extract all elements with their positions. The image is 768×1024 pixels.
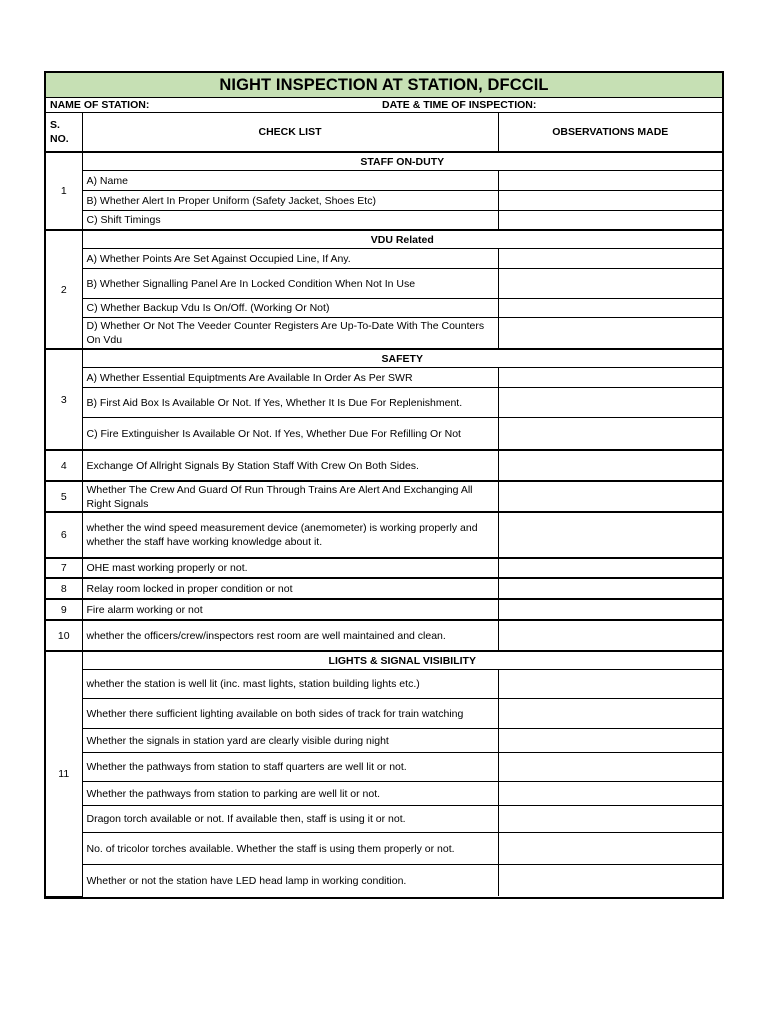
table-row bbox=[46, 865, 722, 897]
observation-cell[interactable] bbox=[498, 368, 722, 388]
checklist-item: D) Whether Or Not The Veeder Counter Registers Are Up-To-Date With The Counters On Vdu bbox=[82, 318, 498, 350]
observation-cell[interactable] bbox=[498, 450, 722, 481]
table-row bbox=[46, 651, 722, 670]
checklist-item: whether the wind speed measurement device (anemometer) is working properly and whether the staff have working knowledge about it. bbox=[82, 512, 498, 558]
checklist-item: No. of tricolor torches available. Whether the staff is using them properly or not. bbox=[82, 833, 498, 865]
observation-cell[interactable] bbox=[498, 481, 722, 512]
sheet-title: NIGHT INSPECTION AT STATION, DFCCIL bbox=[46, 73, 722, 98]
table-row bbox=[46, 349, 722, 368]
section-heading: VDU Related bbox=[82, 230, 722, 249]
checklist-item: Whether there sufficient lighting available on both sides of track for train watching bbox=[82, 699, 498, 729]
serial-number: 11 bbox=[46, 651, 82, 896]
table-row bbox=[46, 481, 722, 512]
checklist-item: whether the station is well lit (inc. mast lights, station building lights etc.) bbox=[82, 670, 498, 699]
serial-number: 8 bbox=[46, 578, 82, 599]
table-row bbox=[46, 211, 722, 231]
serial-number: 5 bbox=[46, 481, 82, 512]
observation-cell[interactable] bbox=[498, 833, 722, 865]
table-row bbox=[46, 729, 722, 753]
table-row bbox=[46, 753, 722, 782]
checklist-item: C) Whether Backup Vdu Is On/Off. (Working Or Not) bbox=[82, 299, 498, 318]
observation-cell[interactable] bbox=[498, 578, 722, 599]
observation-cell[interactable] bbox=[498, 753, 722, 782]
observation-cell[interactable] bbox=[498, 211, 722, 231]
observation-cell[interactable] bbox=[498, 171, 722, 191]
header-sno: S. NO. bbox=[46, 113, 82, 152]
table-row bbox=[46, 670, 722, 699]
observation-cell[interactable] bbox=[498, 318, 722, 350]
header-row bbox=[46, 113, 722, 152]
observation-cell[interactable] bbox=[498, 388, 722, 418]
observation-cell[interactable] bbox=[498, 558, 722, 578]
header-observations: OBSERVATIONS MADE bbox=[498, 113, 722, 152]
date-time-label: DATE & TIME OF INSPECTION: bbox=[382, 99, 537, 111]
observation-cell[interactable] bbox=[498, 269, 722, 299]
table-row bbox=[46, 782, 722, 806]
table-row bbox=[46, 578, 722, 599]
table-row bbox=[46, 171, 722, 191]
header-checklist: CHECK LIST bbox=[82, 113, 498, 152]
checklist-item: Dragon torch available or not. If available then, staff is using it or not. bbox=[82, 806, 498, 833]
table-row bbox=[46, 230, 722, 249]
checklist-item: Whether The Crew And Guard Of Run Through Trains Are Alert And Exchanging All Right Signals bbox=[82, 481, 498, 512]
table-row bbox=[46, 368, 722, 388]
checklist-item: A) Whether Essential Equiptments Are Available In Order As Per SWR bbox=[82, 368, 498, 388]
checklist-item: Relay room locked in proper condition or not bbox=[82, 578, 498, 599]
serial-number: 1 bbox=[46, 152, 82, 230]
serial-number: 6 bbox=[46, 512, 82, 558]
observation-cell[interactable] bbox=[498, 191, 722, 211]
serial-number: 3 bbox=[46, 349, 82, 450]
checklist-item: B) Whether Signalling Panel Are In Locked Condition When Not In Use bbox=[82, 269, 498, 299]
checklist-item: A) Whether Points Are Set Against Occupied Line, If Any. bbox=[82, 249, 498, 269]
serial-number: 10 bbox=[46, 620, 82, 651]
table-row bbox=[46, 318, 722, 350]
checklist-item: Whether the pathways from station to staff quarters are well lit or not. bbox=[82, 753, 498, 782]
table-row bbox=[46, 512, 722, 558]
table-row bbox=[46, 620, 722, 651]
table-row bbox=[46, 599, 722, 620]
table-row bbox=[46, 450, 722, 481]
serial-number: 2 bbox=[46, 230, 82, 349]
checklist-item: B) First Aid Box Is Available Or Not. If Yes, Whether It Is Due For Replenishment. bbox=[82, 388, 498, 418]
table-row bbox=[46, 833, 722, 865]
table-row bbox=[46, 558, 722, 578]
observation-cell[interactable] bbox=[498, 249, 722, 269]
observation-cell[interactable] bbox=[498, 418, 722, 451]
table-row bbox=[46, 152, 722, 171]
table-row bbox=[46, 299, 722, 318]
observation-cell[interactable] bbox=[498, 782, 722, 806]
table-row bbox=[46, 388, 722, 418]
table-row bbox=[46, 699, 722, 729]
table-row bbox=[46, 269, 722, 299]
observation-cell[interactable] bbox=[498, 670, 722, 699]
checklist-item: A) Name bbox=[82, 171, 498, 191]
observation-cell[interactable] bbox=[498, 599, 722, 620]
observation-cell[interactable] bbox=[498, 512, 722, 558]
checklist-item: whether the officers/crew/inspectors rest room are well maintained and clean. bbox=[82, 620, 498, 651]
info-row bbox=[46, 98, 722, 113]
checklist-item: Whether the pathways from station to parking are well lit or not. bbox=[82, 782, 498, 806]
checklist-item: Exchange Of Allright Signals By Station Staff With Crew On Both Sides. bbox=[82, 450, 498, 481]
checklist-item: Whether or not the station have LED head lamp in working condition. bbox=[82, 865, 498, 897]
name-of-station-label: NAME OF STATION: bbox=[50, 99, 150, 111]
serial-number: 4 bbox=[46, 450, 82, 481]
observation-cell[interactable] bbox=[498, 699, 722, 729]
checklist-table bbox=[46, 113, 722, 897]
inspection-sheet bbox=[44, 71, 724, 899]
table-row bbox=[46, 249, 722, 269]
checklist-item: OHE mast working properly or not. bbox=[82, 558, 498, 578]
observation-cell[interactable] bbox=[498, 299, 722, 318]
table-row bbox=[46, 191, 722, 211]
table-row bbox=[46, 418, 722, 451]
observation-cell[interactable] bbox=[498, 806, 722, 833]
table-row bbox=[46, 806, 722, 833]
checklist-item: Fire alarm working or not bbox=[82, 599, 498, 620]
checklist-item: C) Shift Timings bbox=[82, 211, 498, 231]
checklist-item: B) Whether Alert In Proper Uniform (Safety Jacket, Shoes Etc) bbox=[82, 191, 498, 211]
serial-number: 9 bbox=[46, 599, 82, 620]
checklist-item: Whether the signals in station yard are clearly visible during night bbox=[82, 729, 498, 753]
section-heading: SAFETY bbox=[82, 349, 722, 368]
observation-cell[interactable] bbox=[498, 865, 722, 897]
section-heading: LIGHTS & SIGNAL VISIBILITY bbox=[82, 651, 722, 670]
observation-cell[interactable] bbox=[498, 620, 722, 651]
serial-number: 7 bbox=[46, 558, 82, 578]
section-heading: STAFF ON-DUTY bbox=[82, 152, 722, 171]
checklist-item: C) Fire Extinguisher Is Available Or Not. If Yes, Whether Due For Refilling Or Not bbox=[82, 418, 498, 451]
observation-cell[interactable] bbox=[498, 729, 722, 753]
